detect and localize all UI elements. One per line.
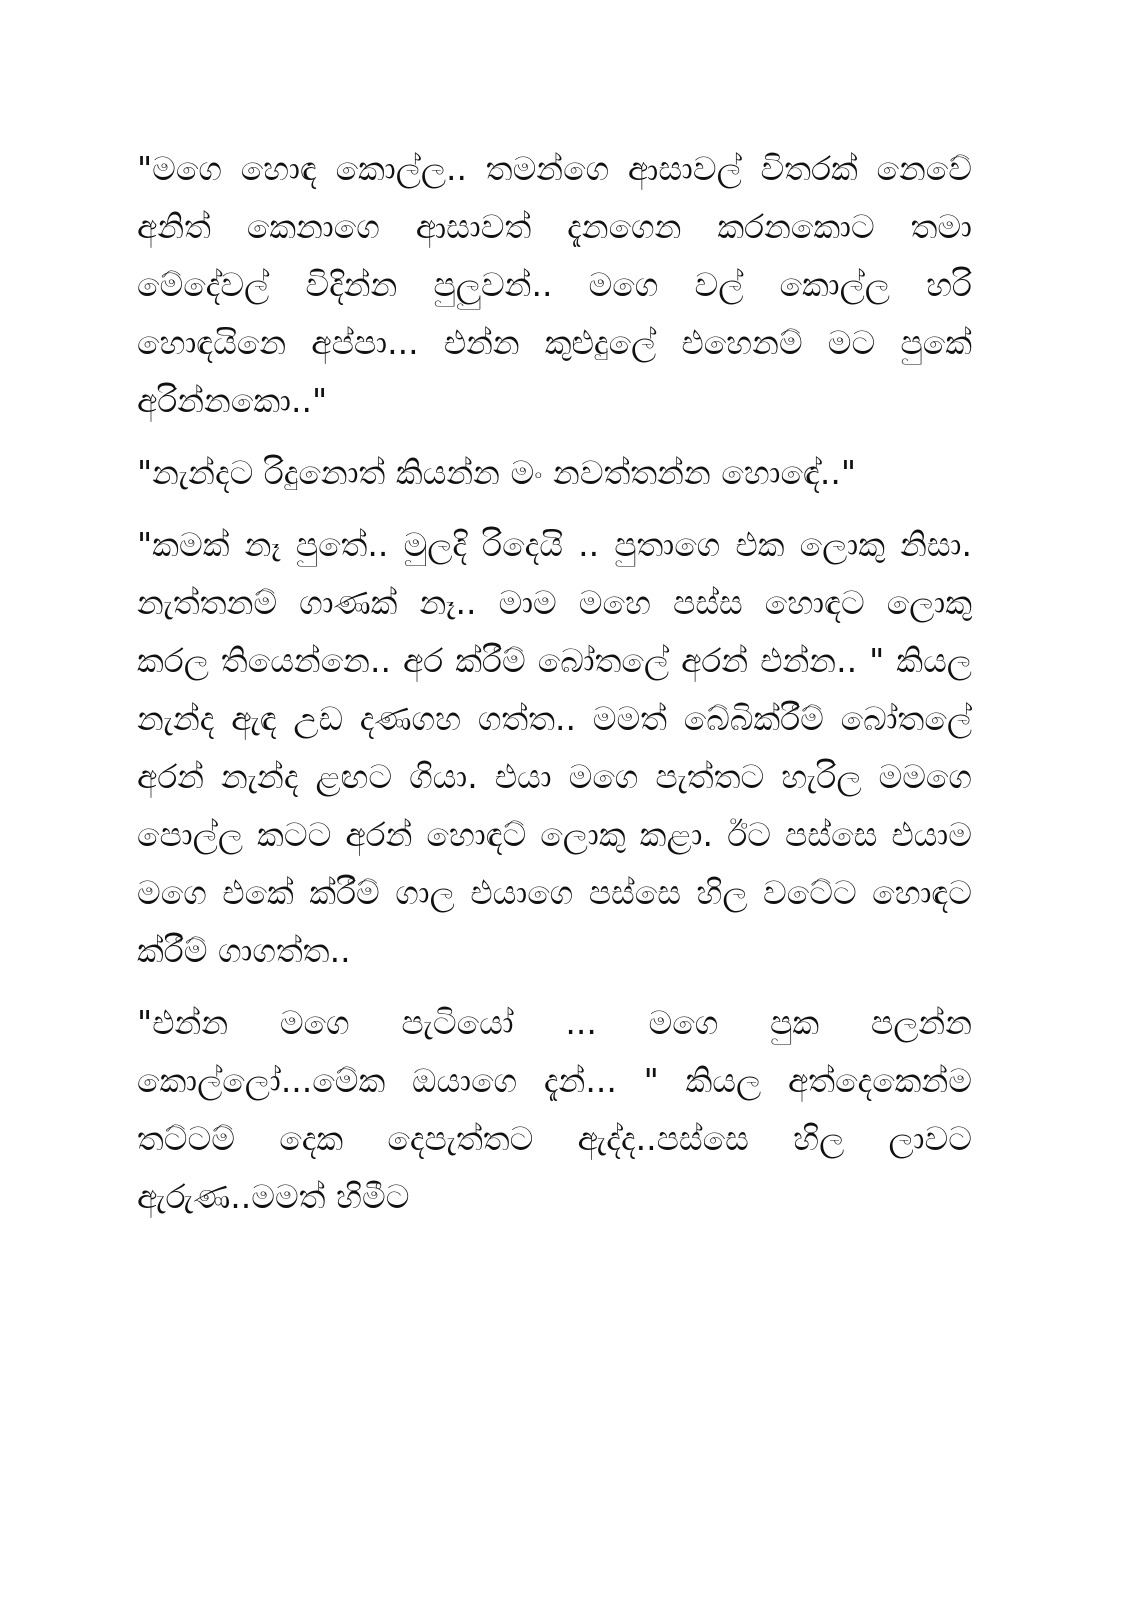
paragraph-3: "කමක් නෑ පුතේ.. මුලදි රිදෙයි .. පුතාගෙ එක ලොකු නිසා. නැත්තනම් ගාණක් නෑ.. මාම මහෙ පස්ස හොඳට ලොකු කරල තියෙන්නෙ.. අර ක්රීම් බෝතලේ අරන් එන්න.. " කියල නැන්ද ඇඳ උඩ දණගහ ගත්ත.. මමත් බේබික්රීම් බෝතලේ අරන් නැන්ද ළඟට ගියා. එයා මගෙ පැත්තට හැරිල මමගෙ පොල්ල කටට අරන් හොඳට් ලොකු කළා. ඊට පස්සෙ එයාම මගෙ එකේ ක්රීම් ගාල එයාගෙ පස්සෙ හිල වටේට හොඳට ක්රීම් ගාගත්ත.. [137, 525, 972, 970]
paragraph-4: "එන්න මගෙ පැටියෝ ... මගෙ පුක පලන්න කොල්ලෝ...මේක ඔයාගෙ දැන්... " කියල අත්දෙකෙන්ම තට්ටම් දෙක දෙපැත්තට ඇද්ද..පස්සෙ හිල ලාවට ඇරුණ..මමත් හිමීට [137, 1003, 972, 1216]
paragraph-1: "මගෙ හොඳ කොල්ල.. තමන්ගෙ ආසාවල් විතරක් නෙවේ අනිත් කෙනාගෙ ආසාවත් දැනගෙන කරනකොට තමා මේදේවල් විදින්න පුලුවන්.. මගෙ වල් කොල්ල හරි හොඳයිනෙ අප්පා... එන්න කුළුදුලේ එහෙනම් මට පුකේ අරින්නකො.." [137, 149, 972, 420]
body-text [137, 140, 972, 1226]
paragraph-2: "නැන්දට රිදුනොත් කියන්න මං නවත්තන්න හොඳේ.." [137, 453, 857, 492]
